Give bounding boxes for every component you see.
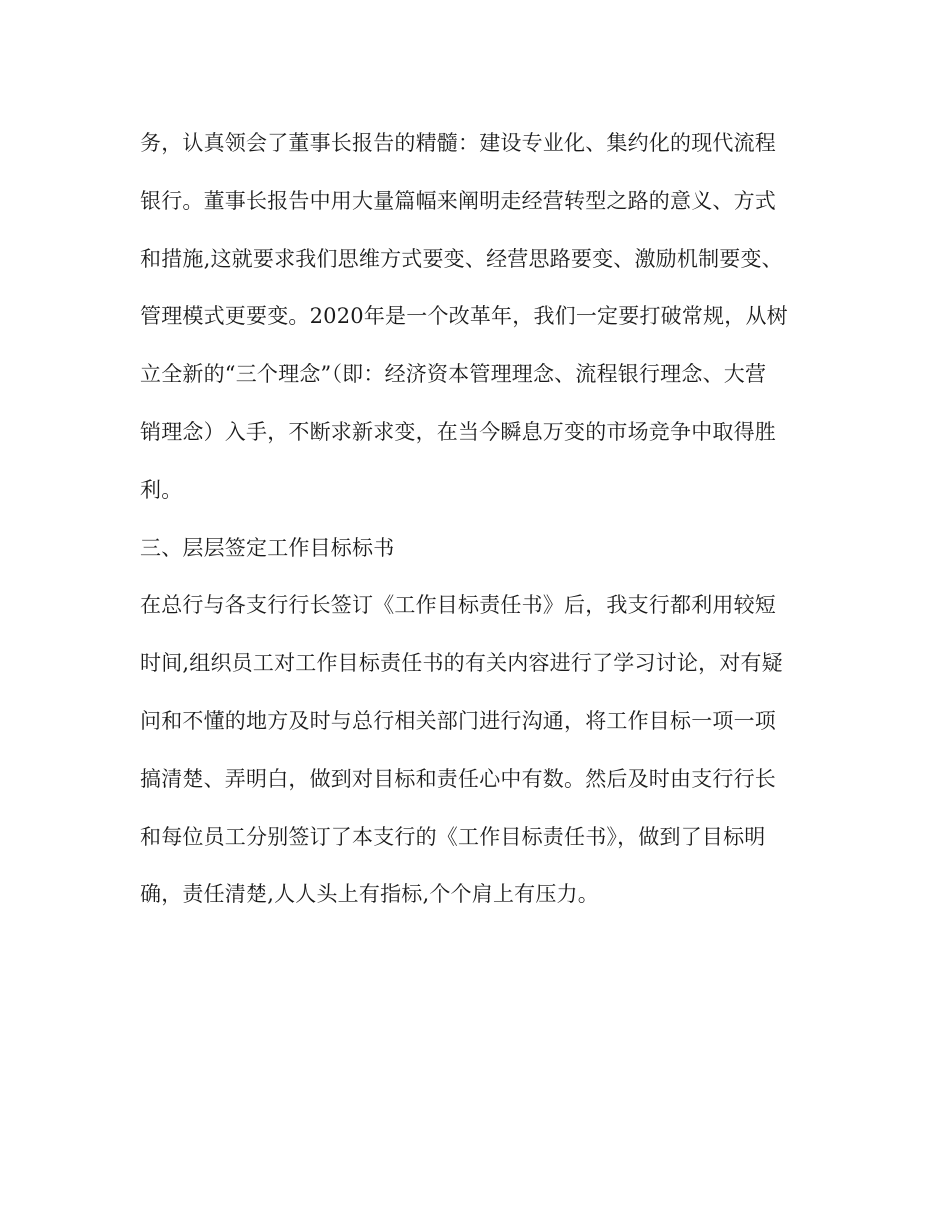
text-line: 利。 [140,477,183,502]
text-line: 银行。董事长报告中用大量篇幅来阐明走经营转型之路的意义、方式 [140,188,776,213]
text-line: 确，责任清楚,人人头上有指标,个个肩上有压力。 [140,882,599,907]
text-line: 搞清楚、弄明白，做到对目标和责任心中有数。然后及时由支行行长 [140,766,776,791]
text-line: 管理模式更要变。2020年是一个改革年，我们一定要打破常规，从树 [140,304,788,329]
body-text [140,118,820,927]
text-line: 在总行与各支行行长签订《工作目标责任书》后，我支行都利用较短 [140,593,776,618]
text-line: 和每位员工分别签订了本支行的《工作目标责任书》，做到了目标明 [140,824,766,849]
text-line: 问和不懂的地方及时与总行相关部门进行沟通，将工作目标一项一项 [140,708,776,733]
text-line: 立全新的“三个理念”（即：经济资本管理理念、流程银行理念、大营 [140,362,767,387]
text-line: 和措施,这就要求我们思维方式要变、经营思路要变、激励机制要变、 [140,246,783,271]
text-line: 时间,组织员工对工作目标责任书的有关内容进行了学习讨论，对有疑 [140,651,783,676]
text-line: 销理念）入手，不断求新求变，在当今瞬息万变的市场竞争中取得胜 [140,419,776,444]
text-line: 务，认真领会了董事长报告的精髓：建设专业化、集约化的现代流程 [140,131,776,155]
section-heading: 三、层层签定工作目标标书 [140,535,395,560]
